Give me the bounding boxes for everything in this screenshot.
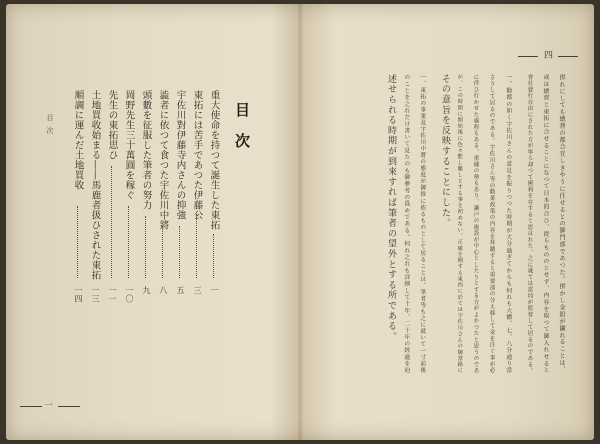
toc-entry-title: 重大使命を持つて誕生した東拓 bbox=[208, 90, 220, 230]
book-spread bbox=[6, 4, 594, 440]
toc-entry-title: 岡野先生三十萬圓を稼ぐ bbox=[123, 90, 135, 200]
toc-entry-page: 一四 bbox=[74, 286, 83, 303]
folio-rule bbox=[558, 56, 578, 57]
text-line: さうして居るのである。宇佐川さん等の勸業政策の内容を拜聽すると重要部の分え移して金を注ぐ事が必 bbox=[488, 74, 495, 374]
toc-entry-title: 土地買收始まる――馬鹿者扱ひされた東拓 bbox=[89, 90, 101, 280]
toc-entry-page: 五 bbox=[176, 286, 185, 295]
toc-entry-title: 宇佐川對伊藤寺内さんの抑強 bbox=[174, 90, 186, 220]
toc-entry-page: 三 bbox=[193, 286, 202, 295]
toc-entry-page: 八 bbox=[159, 286, 168, 295]
text-line: 述せられる時期が到來すれば筆者の望外とする所である。 bbox=[386, 74, 396, 342]
toc-entry-page: 一〇 bbox=[125, 286, 134, 303]
toc-leader bbox=[213, 234, 215, 278]
text-line: のことを之れだけ書いて見たのも御參考の爲めである。何れ之れも詳細して十年、二十年の經過を迫 bbox=[402, 74, 409, 374]
toc-entry-title: 順調に運んだ土地買收 bbox=[72, 90, 84, 190]
toc-leader bbox=[196, 214, 198, 278]
toc-leader bbox=[111, 166, 113, 278]
folio-rule bbox=[518, 56, 538, 57]
folio-rule bbox=[20, 406, 42, 407]
text-line: 會社發行自由にされた方が寧ろ却つて國利を存すると思はれた。之に就ては當局が監督して居るのである。 bbox=[526, 74, 533, 374]
toc-leader bbox=[145, 216, 147, 278]
left-folio: 一 bbox=[42, 400, 52, 410]
text-line: その意旨を反映することにした。 bbox=[440, 74, 450, 229]
toc-entry-page: 一一 bbox=[108, 286, 117, 303]
right-folio: 四 bbox=[542, 50, 552, 60]
text-line: 一、勸都の如く宇佐川さんの意見を振りつつた時期が大分過ぎてからも何れも大體、七、八分通り當 bbox=[504, 74, 511, 374]
text-line: 一、東拓の事業及宇佐川中將の態度が御推に依るものとして居ることは、筆者等も之に就いて一寸前後 bbox=[418, 74, 425, 374]
text-line: に伴ひ行かせた處程もある。重種の勢もあり、瀬戸の施設が中心としたりとする方がよかつたと思うのであ bbox=[472, 74, 479, 374]
toc-leader bbox=[179, 226, 181, 278]
toc-entry-page: 九 bbox=[142, 286, 151, 295]
text-line: が、この時期に開始後に色々能し難しとする事を初めない。正確を期する東西に於ては宇佐川さんの御當路に bbox=[456, 74, 463, 374]
toc-title: 目次 bbox=[233, 102, 251, 164]
toc-entry-title: 澁者に依つて食つた宇佐川中將 bbox=[157, 90, 169, 230]
text-line: 併れにしても總督の都合宜しきやうに任せるとの御門部であつた。併かし金鉛が鑛れることは、 bbox=[558, 74, 566, 374]
toc-leader bbox=[162, 226, 164, 278]
toc-leader bbox=[128, 206, 130, 278]
text-line: 或は總督と東拓に合せることになつて日本的合ひ、從らもののとせず、内容を取つて御入れせると bbox=[541, 74, 549, 374]
toc-leader bbox=[77, 206, 79, 278]
toc-entry-page: 一 bbox=[210, 286, 219, 295]
toc-entry-title: 先生の東拓思ひ bbox=[106, 90, 118, 160]
toc-entry-title: 東拓には苦手であつた伊藤公 bbox=[191, 90, 203, 220]
toc-entry-title: 頭數を征服した筆者の努力 bbox=[140, 90, 152, 210]
toc-entry-page: 一三 bbox=[91, 286, 100, 303]
toc-page bbox=[6, 4, 300, 440]
running-head: 目次 bbox=[46, 114, 54, 140]
text-page bbox=[300, 4, 594, 440]
folio-rule bbox=[58, 406, 80, 407]
